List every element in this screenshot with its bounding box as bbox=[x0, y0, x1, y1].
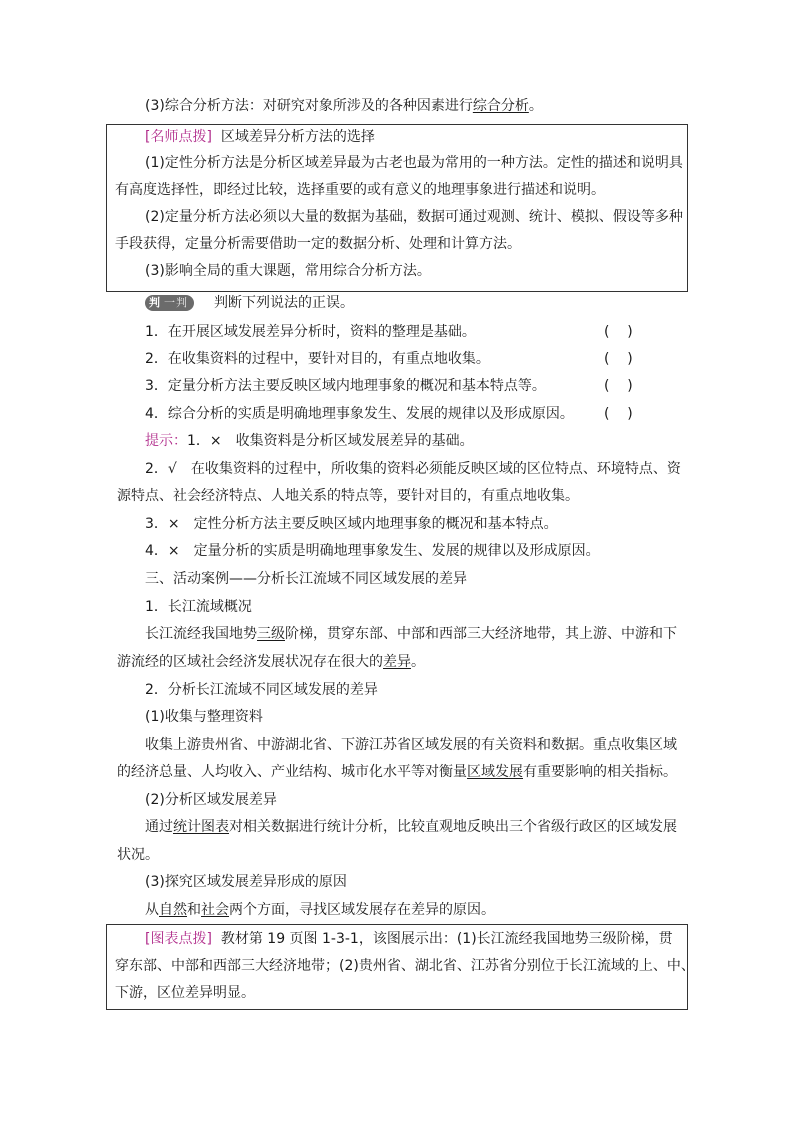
teacher-tip-heading bbox=[145, 127, 375, 147]
judge-answer-blank-1: ( ) bbox=[604, 324, 633, 340]
hint-answer-3: 3．× 定性分析方法主要反映区域内地理事象的概况和基本特点。 bbox=[145, 516, 558, 532]
chart-tip-tag: [图表点拨] bbox=[145, 931, 212, 947]
hint-answer-1: 1．× 收集资料是分析区域发展差异的基础。 bbox=[187, 433, 474, 449]
step-3-line-1 bbox=[145, 900, 495, 920]
judge-intro: 判断下列说法的正误。 bbox=[214, 295, 354, 311]
teacher-tip-line-1: (1)定性分析方法是分析区域差异最为古老也最为常用的一种方法。定性的描述和说明具 bbox=[145, 155, 683, 171]
step-1-line-1: 收集上游贵州省、中游湖北省、下游江苏省区域发展的有关资料和数据。重点收集区域 bbox=[145, 737, 677, 753]
yangtze-overview-line-2 bbox=[117, 652, 425, 672]
teacher-tip-title: 区域差异分析方法的选择 bbox=[220, 129, 375, 145]
chart-tip-box bbox=[106, 924, 695, 1010]
step-3-underlined-nature: 自然 bbox=[159, 902, 187, 918]
step-3-underlined-society: 社会 bbox=[201, 902, 229, 918]
overview-underlined-b: 差异 bbox=[383, 654, 411, 670]
hint-answer-2b: 源特点、社会经济特点、人地关系的特点等，要针对目的，有重点地收集。 bbox=[117, 488, 579, 504]
judge-answer-blank-2: ( ) bbox=[604, 351, 633, 367]
step-2-title: (2)分析区域发展差异 bbox=[145, 792, 277, 808]
judge-answer-blank-3: ( ) bbox=[604, 378, 633, 394]
teacher-tip-line-2: 有高度选择性，即经过比较，选择重要的或有意义的地理事象进行描述和说明。 bbox=[115, 182, 605, 198]
chart-tip-text-1: 教材第 19 页图 1-3-1，该图展示出：(1)长江流经我国地势三级阶梯，贯 bbox=[220, 931, 673, 947]
section-3-title: 三、活动案例——分析长江流域不同区域发展的差异 bbox=[145, 571, 467, 587]
step-1-title: (1)收集与整理资料 bbox=[145, 709, 263, 725]
teacher-tip-line-5: (3)影响全局的重大课题，常用综合分析方法。 bbox=[145, 263, 431, 279]
step-1-underlined: 区域发展 bbox=[467, 764, 523, 780]
step-3-text-b: 和 bbox=[187, 902, 201, 918]
hint-line-1 bbox=[145, 431, 474, 451]
method-3-end: 。 bbox=[528, 98, 543, 114]
judge-badge-sub: 一判 bbox=[164, 296, 188, 309]
teacher-tip-tag: [名师点拨] bbox=[145, 129, 212, 145]
step-1-text-b: 有重要影响的相关指标。 bbox=[523, 764, 677, 780]
step-1-text-a: 的经济总量、人均收入、产业结构、城市化水平等对衡量 bbox=[117, 764, 467, 780]
step-1-line-2 bbox=[117, 762, 677, 782]
judge-item-3: 3．定量分析方法主要反映区域内地理事象的概况和基本特点等。 bbox=[145, 378, 546, 394]
judge-item-1: 1．在开展区域发展差异分析时，资料的整理是基础。 bbox=[145, 324, 476, 340]
step-3-text-c: 两个方面，寻找区域发展存在差异的原因。 bbox=[229, 902, 495, 918]
step-2-underlined: 统计图表 bbox=[173, 819, 229, 835]
section-3-heading-1: 1．长江流域概况 bbox=[145, 599, 252, 615]
overview-text-b: 阶梯，贯穿东部、中部和西部三大经济地带，其上游、中游和下 bbox=[285, 626, 677, 642]
step-2-line-2: 状况。 bbox=[117, 847, 159, 863]
step-2-line-1 bbox=[145, 817, 677, 837]
chart-tip-line-1 bbox=[145, 929, 673, 949]
judge-item-4: 4．综合分析的实质是明确地理事象发生、发展的规律以及形成原因。 bbox=[145, 406, 574, 422]
judge-badge-char: 判 bbox=[149, 296, 160, 309]
method-3-underlined: 综合分析 bbox=[472, 98, 529, 114]
overview-underlined-a: 三级 bbox=[257, 626, 285, 642]
judge-item-2: 2．在收集资料的过程中，要针对目的，有重点地收集。 bbox=[145, 351, 490, 367]
teacher-tip-box bbox=[106, 124, 688, 292]
overview-text-d: 。 bbox=[411, 654, 425, 670]
overview-text-c: 游流经的区域社会经济发展状况存在很大的 bbox=[117, 654, 383, 670]
hint-answer-2a: 2．√ 在收集资料的过程中，所收集的资料必须能反映区域的区位特点、环境特点、资 bbox=[145, 461, 681, 477]
chart-tip-line-3: 下游，区位差异明显。 bbox=[115, 985, 255, 1001]
teacher-tip-line-3: (2)定量分析方法必须以大量的数据为基础，数据可通过观测、统计、模拟、假设等多种 bbox=[145, 209, 683, 225]
step-3-text-a: 从 bbox=[145, 902, 159, 918]
judge-badge bbox=[145, 295, 194, 311]
method-3-text: (3)综合分析方法：对研究对象所涉及的各种因素进行 bbox=[145, 98, 473, 114]
method-3-paragraph bbox=[145, 96, 543, 116]
teacher-tip-line-4: 手段获得，定量分析需要借助一定的数据分析、处理和计算方法。 bbox=[115, 236, 521, 252]
judge-answer-blank-4: ( ) bbox=[604, 406, 633, 422]
hint-label: 提示： bbox=[145, 433, 187, 449]
overview-text-a: 长江流经我国地势 bbox=[145, 626, 257, 642]
step-2-text-a: 通过 bbox=[145, 819, 173, 835]
step-2-text-b: 对相关数据进行统计分析，比较直观地反映出三个省级行政区的区域发展 bbox=[229, 819, 677, 835]
hint-answer-4: 4．× 定量分析的实质是明确地理事象发生、发展的规律以及形成原因。 bbox=[145, 543, 600, 559]
chart-tip-line-2: 穿东部、中部和西部三大经济地带；(2)贵州省、湖北省、江苏省分别位于长江流域的上、中、 bbox=[115, 958, 695, 974]
yangtze-overview-line-1 bbox=[145, 624, 677, 644]
section-3-heading-2: 2．分析长江流域不同区域发展的差异 bbox=[145, 682, 378, 698]
step-3-title: (3)探究区域发展差异形成的原因 bbox=[145, 874, 347, 890]
